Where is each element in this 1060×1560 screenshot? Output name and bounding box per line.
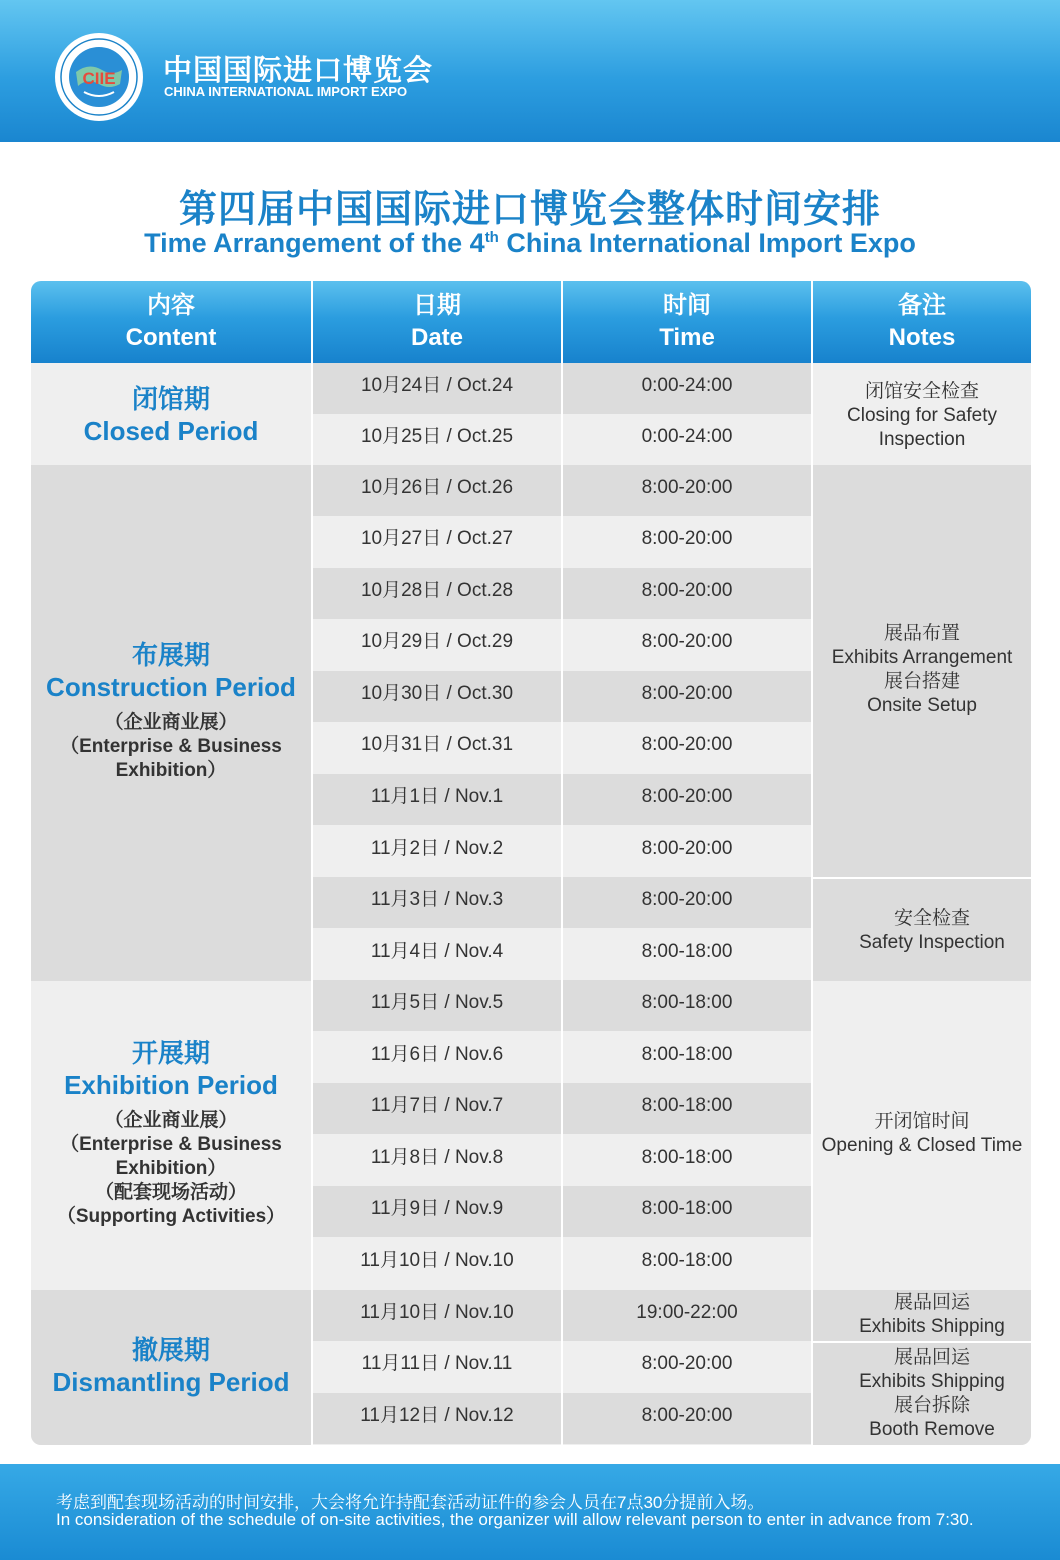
footer-banner [0,1464,1060,1560]
note-closing-inspection: 闭馆安全检查 Closing for Safety Inspection [847,381,997,450]
brand-name-cn: 中国国际进口博览会 [163,55,434,87]
table-row: 11月6日 / Nov.6 8:00-18:00 [313,1032,811,1083]
table-row: 11月11日 / Nov.11 8:00-20:00 [313,1341,811,1392]
table-row: 11月10日 / Nov.10 8:00-18:00 [313,1238,811,1289]
table-row: 11月12日 / Nov.12 8:00-20:00 [313,1393,811,1444]
note-shipping-booth-remove: 展品回运 Exhibits Shipping 展台拆除 Booth Remove [859,1347,1005,1440]
brand-name-en: CHINA INTERNATIONAL IMPORT EXPO [164,84,408,99]
table-row: 10月30日 / Oct.30 8:00-20:00 [313,671,811,722]
header-content: 内容 Content [125,292,217,351]
note-opening-closed-time: 开闭馆时间 Opening & Closed Time [821,1111,1023,1156]
table-row: 11月3日 / Nov.3 8:00-20:00 [313,877,811,928]
footer-note-en: In consideration of the schedule of on-site activities, the organizer will allow relevant person to enter in advance from 7:30. [56,1510,974,1529]
note-exhibits-arrangement: 展品布置 Exhibits Arrangement 展台搭建 Onsite Setup [831,623,1013,716]
period-exhibition: 开展期 Exhibition Period （企业商业展） （Enterprise & Business Exhibition） （配套现场活动） （Supporting Activities） [56,1038,286,1227]
table-row: 10月26日 / Oct.26 8:00-20:00 [313,465,811,516]
page-title-cn: 第四届中国国际进口博览会整体时间安排 [178,189,881,231]
table-row: 11月9日 / Nov.9 8:00-18:00 [313,1186,811,1237]
table-row: 11月2日 / Nov.2 8:00-20:00 [313,826,811,877]
header-notes: 备注 Notes [888,292,956,351]
period-construction: 布展期 Construction Period （企业商业展） （Enterprise & Business Exhibition） [46,640,296,781]
table-row: 10月27日 / Oct.27 8:00-20:00 [313,516,811,567]
table-row: 11月5日 / Nov.5 8:00-18:00 [313,980,811,1031]
svg-text:CIIE: CIIE [82,69,116,88]
table-row: 11月4日 / Nov.4 8:00-18:00 [313,929,811,980]
table-row: 10月31日 / Oct.31 8:00-20:00 [313,722,811,773]
table-row: 10月25日 / Oct.25 0:00-24:00 [313,414,811,465]
table-row: 10月28日 / Oct.28 8:00-20:00 [313,568,811,619]
header-time: 时间 Time [659,292,715,351]
note-exhibits-shipping: 展品回运 Exhibits Shipping [859,1292,1005,1337]
table-row: 11月1日 / Nov.1 8:00-20:00 [313,774,811,825]
ciie-logo [54,32,144,122]
note-safety-inspection: 安全检查 Safety Inspection [859,908,1005,953]
period-dismantling: 撤展期 Dismantling Period [52,1335,290,1397]
page-title-en: Time Arrangement of the 4th China International Import Expo [144,228,916,258]
table-row: 10月29日 / Oct.29 8:00-20:00 [313,619,811,670]
table-row: 11月8日 / Nov.8 8:00-18:00 [313,1135,811,1186]
table-row: 11月10日 / Nov.10 19:00-22:00 [313,1290,811,1341]
table-row: 10月24日 / Oct.24 0:00-24:00 [313,363,811,414]
top-banner [0,0,1060,142]
footer-note-cn: 考虑到配套现场活动的时间安排，大会将允许持配套活动证件的参会人员在7点30分提前入场。 [56,1493,765,1512]
table-header [31,281,1031,363]
header-date: 日期 Date [410,292,464,351]
schedule-table [31,281,1031,1445]
table-row: 11月7日 / Nov.7 8:00-18:00 [313,1083,811,1134]
period-closed: 闭馆期 Closed Period [83,384,259,446]
